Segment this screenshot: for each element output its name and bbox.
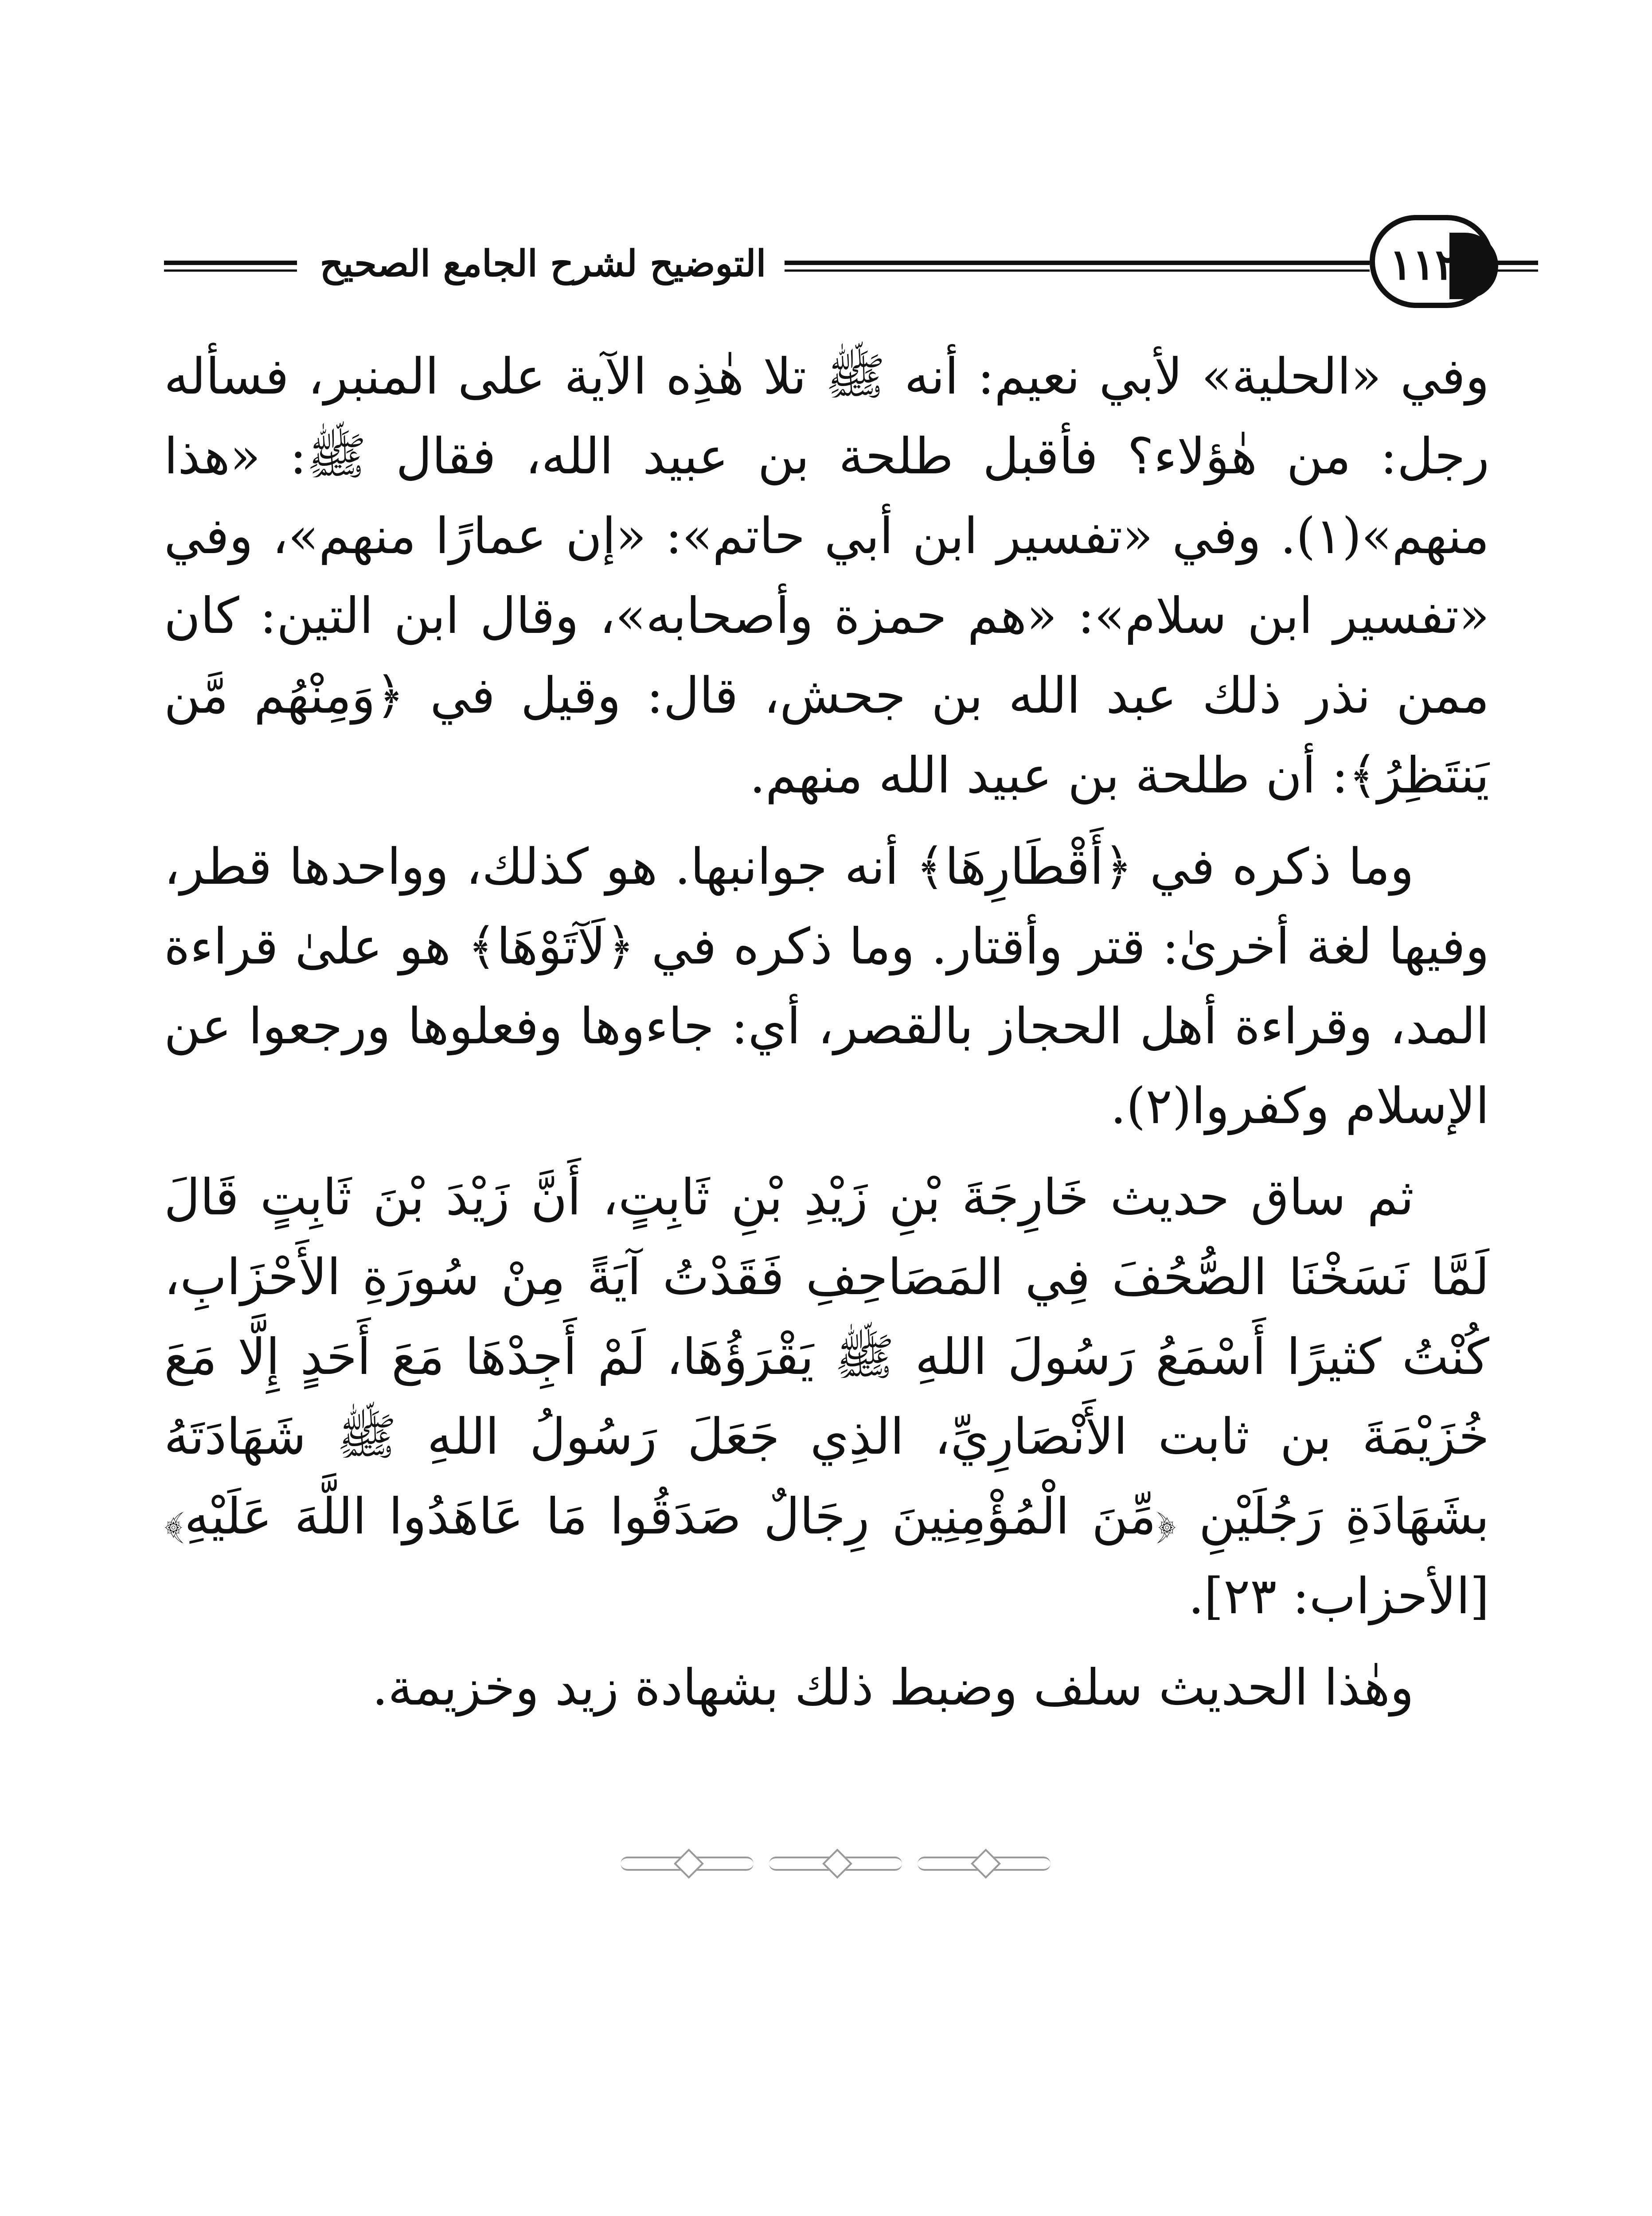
- ornament-segment: [918, 1857, 1051, 1871]
- running-header: [164, 208, 1489, 310]
- header-rule-left: [164, 261, 297, 272]
- paragraph-closing: وهٰذا الحديث سلف وضبط ذلك بشهادة زيد وخزيمة.: [372, 1659, 1414, 1717]
- header-rule-middle: [785, 261, 1370, 272]
- main-text: [164, 337, 1489, 1739]
- ornament-segment: [769, 1857, 902, 1871]
- paragraph-hilya: وفي «الحلية» لأبي نعيم: أنه ﷺ تلا هٰذِه الآية على المنبر، فسأله رجل: من هٰؤلاء؟ فأقبل طلحة بن عبيد الله، فقال ﷺ: «هذا منهم»(١). وفي «تفسير ابن أبي حاتم»: «إن عمارًا منهم»، وفي «تفسير ابن سلام»: «هم حمزة وأصحابه»، وقال ابن التين: كان ممن نذر ذلك عبد الله بن جحش، قال: وقيل في ﴿وَمِنْهُم مَّن يَنتَظِرُ﴾: أن طلحة بن عبيد الله منهم.: [164, 348, 1489, 804]
- ornament-segment: [621, 1857, 754, 1871]
- page-number-badge: [1370, 215, 1494, 308]
- page-number: ١١٢: [1389, 239, 1458, 289]
- section-ornament: [621, 1850, 1051, 1877]
- header-rule-right: [1485, 261, 1538, 272]
- paragraph-aqtariha: وما ذكره في ﴿أَقْطَارِهَا﴾ أنه جوانبها. هو كذلك، وواحدها قطر، وفيها لغة أخرىٰ: قتر وأقتار. وما ذكره في ﴿لَآتَوْهَا﴾ هو علىٰ قراءة المد، وقراءة أهل الحجاز بالقصر، أي: جاءوها وفعلوها ورجعوا عن الإسلام وكفروا(٢).: [164, 838, 1489, 1135]
- paragraph-hadith-zayd: ثم ساق حديث خَارِجَةَ بْنِ زَيْدِ بْنِ ثَابِتٍ، أَنَّ زَيْدَ بْنَ ثَابِتٍ قَالَ لَمَّا نَسَخْنَا الصُّحُفَ فِي المَصَاحِفِ فَقَدْتُ آيَةً مِنْ سُورَةِ الأَحْزَابِ، كُنْتُ كثيرًا أَسْمَعُ رَسُولَ اللهِ ﷺ يَقْرَؤُهَا، لَمْ أَجِدْهَا مَعَ أَحَدٍ إِلَّا مَعَ خُزَيْمَةَ بن ثابت الأَنْصَارِيِّ، الذِي جَعَلَ رَسُولُ اللهِ ﷺ شَهَادَتَهُ بشَهَادَةِ رَجُلَيْنِ ﴿مِّنَ الْمُؤْمِنِينَ رِجَالٌ صَدَقُوا مَا عَاهَدُوا اللَّهَ عَلَيْهِ﴾ [الأحزاب: ٢٣].: [164, 1169, 1489, 1625]
- book-title: التوضيح لشرح الجامع الصحيح: [320, 242, 766, 285]
